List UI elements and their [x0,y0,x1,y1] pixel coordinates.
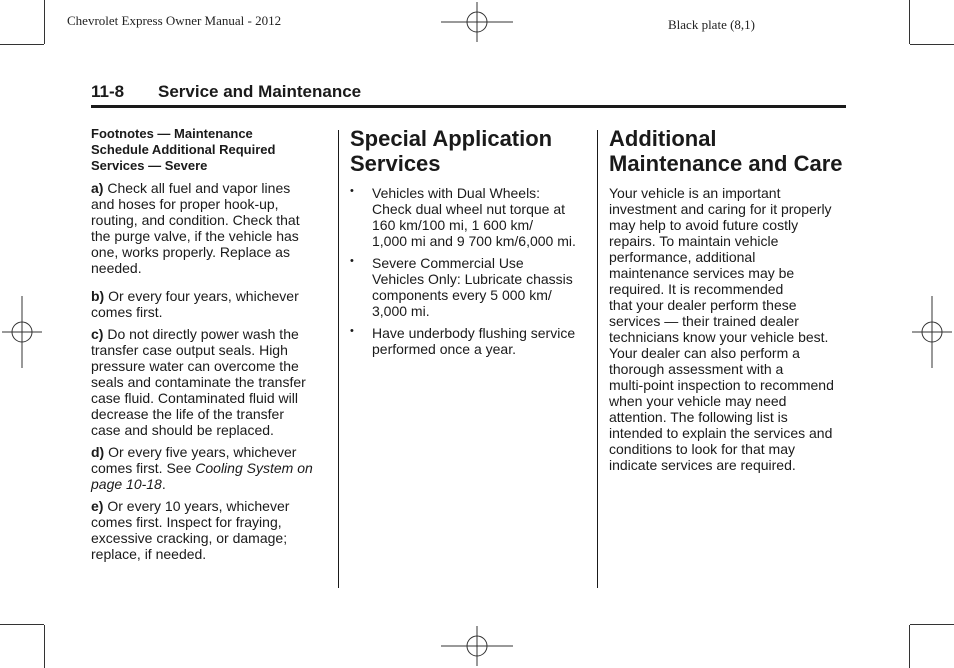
footnote-b: b) Or every four years, whichever comes first. [91,288,299,320]
footnote-d: d) Or every five years, whichever comes first. See Cooling System on page 10-18. [91,444,313,492]
page-header [91,81,846,108]
crop-mark [44,625,45,668]
crop-mark [0,44,44,45]
crop-mark [909,0,910,44]
list-item: • Severe Commercial Use Vehicles Only: Lubricate chassis components every 5 000 km/ 3,000 mi. [350,255,573,319]
footnote-c: c) Do not directly power wash the transfer case output seals. High pressure water can overcome the seals and contaminate the transfer case fluid. Contaminated fluid will decrease the life of the transfer case and should be replaced. [91,326,306,438]
footnotes-column: Footnotes — Maintenance Schedule Additional Required Services — Severe a) Check all fuel and vapor lines and hoses for proper hook-up, routing, and condition. Check that the purge valve, if the vehicle has one, works properly. Replace as needed. b) Or every four years, whichever comes first. c) Do not directly power wash the transfer case output seals. High pressure water can overcome the seals and contaminate the transfer case fluid. Contaminated fluid will decrease the life of the transfer case and should be replaced. d) Or every five years, whichever comes first. See Cooling System on page 10-18. e) Or every 10 years, whichever comes first. Inspect for fraying, excessive cracking, or damage; replace, if needed. [91,126,331,562]
bullet-icon: • [350,255,354,267]
section-heading: Additional Maintenance and Care [609,126,843,176]
crop-mark [44,0,45,44]
page-number: 11-8 [91,82,125,101]
printer-slug-left: Chevrolet Express Owner Manual - 2012 [67,13,282,28]
registration-mark-icon [2,296,42,368]
bullet-icon: • [350,185,354,197]
crop-mark [0,624,44,625]
column-divider [338,130,339,588]
body-paragraph: Your vehicle is an important investment and caring for it properly may help to avoid future costly repairs. To maintain vehicle performance, additional maintenance services may be required. It is recommended that your dealer perform these services — their trained dealer technicians know your vehicle best. Your dealer can also perform a thorough assessment with a multi-point inspection to recommend when your vehicle may need attention. The following list is intended to explain the services and conditions to look for that may indicate services are required. [609,185,834,473]
special-application-column [350,126,590,363]
registration-mark-icon [441,626,513,666]
list-item: • Vehicles with Dual Wheels: Check dual wheel nut torque at 160 km/100 mi, 1 600 km/ 1,000 mi and 9 700 km/6,000 mi. [350,185,576,249]
footnote-e: e) Or every 10 years, whichever comes first. Inspect for fraying, excessive cracking, or damage; replace, if needed. [91,498,290,562]
section-title: Service and Maintenance [158,82,362,101]
cross-reference-page[interactable]: page 10-18 [91,476,162,492]
list-item: • Have underbody flushing service performed once a year. [350,325,576,357]
column-divider [597,130,598,588]
cross-reference-link[interactable]: Cooling System on [195,460,313,476]
additional-maintenance-column [609,126,849,473]
printer-slug-right: Black plate (8,1) [668,17,755,32]
registration-mark-icon [441,2,513,42]
bullet-icon: • [350,325,354,337]
registration-mark-icon [912,296,952,368]
section-heading: Special Application Services [350,126,553,176]
crop-mark [909,625,910,668]
crop-mark [910,624,954,625]
footnotes-heading: Footnotes — Maintenance Schedule Additional Required Services — Severe [91,126,276,173]
services-list [350,185,590,357]
crop-mark [910,44,954,45]
